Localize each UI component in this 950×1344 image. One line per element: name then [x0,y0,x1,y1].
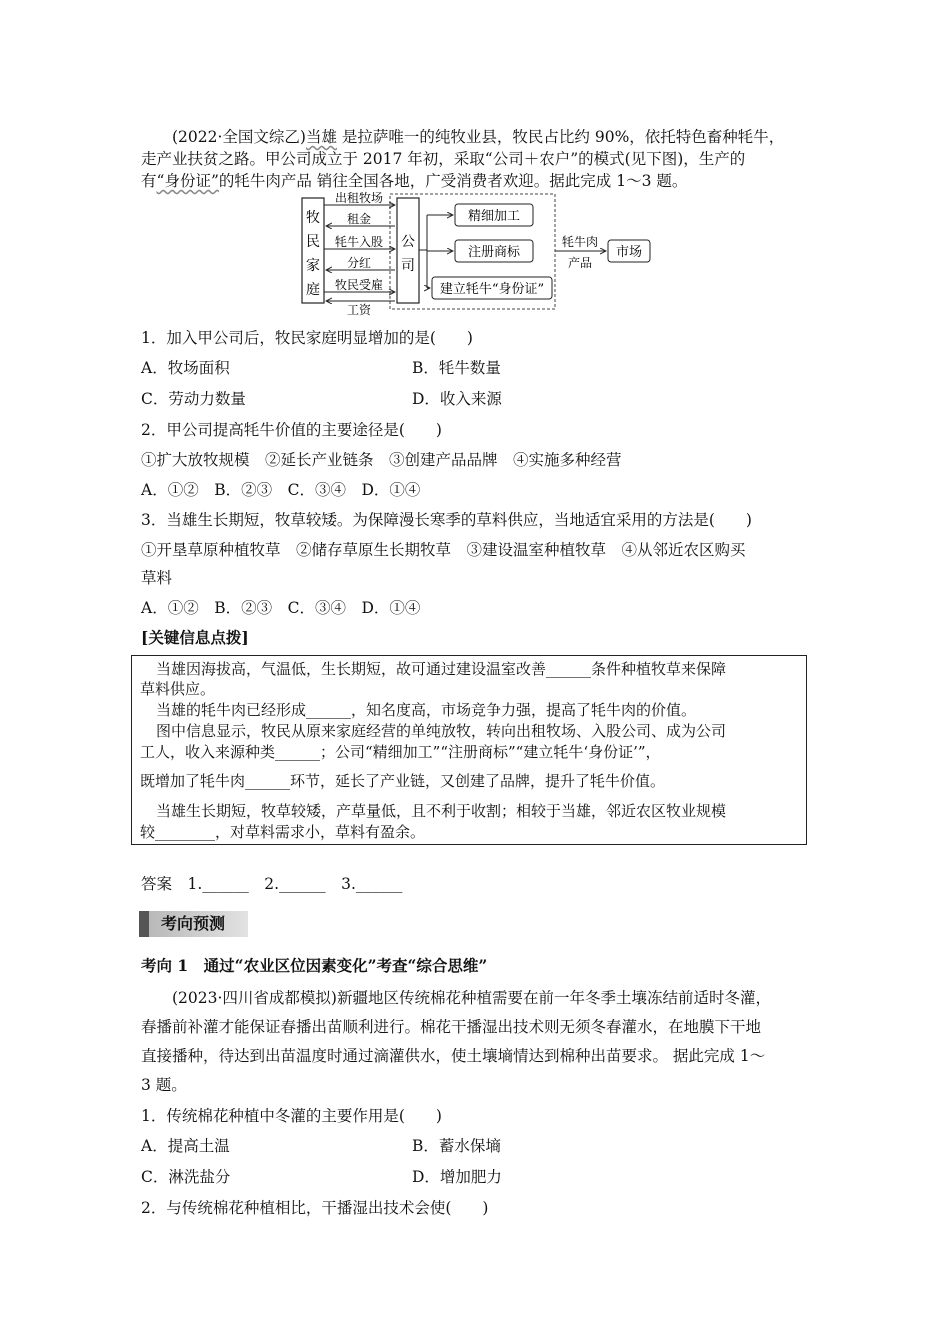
key-line-6: 既增加了牦牛肉______环节，延长了产业链，又创建了品牌，提升了牦牛价值。 [140,772,666,790]
q2-items: ①扩大放牧规模 ②延长产业链条 ③创建产品品牌 ④实施多种经营 [141,451,622,469]
intro-line-3: 有“身份证”的牦牛肉产品 销往全国各地，广受消费者欢迎。据此完成 1～3 题。 [141,172,688,190]
text-trademark: 注册商标 [467,245,521,260]
q4-option-a: A．提高土温 [141,1137,230,1155]
text-id: 建立牦牛“身份证” [439,282,545,297]
answer-line: 答案 1.______ 2.______ 3.______ [141,875,403,893]
place-name: 当雄 [305,128,337,146]
key-line-7: 当雄生长期短，牧草较矮，产草量低，且不利于收割；相较于当雄，邻近农区牧业规模 [156,802,727,820]
q4-option-d: D．增加肥力 [412,1168,502,1186]
q2-options: A．①② B．②③ C．③④ D．①④ [141,481,421,499]
herder-char: 民 [306,234,320,250]
company-farmer-diagram [295,190,660,316]
q1-option-c: C．劳动力数量 [141,390,246,408]
label-shares: 牦牛入股 [334,235,384,249]
p2-line-4: 3 题。 [141,1076,187,1094]
key-info-title: [关键信息点拨] [141,628,249,647]
label-dividend: 分红 [346,256,372,270]
intro-line-2: 走产业扶贫之路。甲公司成立于 2017 年初，采取“公司＋农户”的模式(见下图)，生产的 [141,150,746,168]
label-rent: 租金 [346,212,372,226]
q2-stem: 2．甲公司提高牦牛价值的主要途径是( ) [141,421,442,439]
company-char: 公 [401,234,415,250]
company-char: 司 [401,258,415,274]
label-product-top: 牦牛肉 [561,235,599,249]
key-line-8: 较________，对草料需求小，草料有盈余。 [140,823,426,841]
q3-stem: 3．当雄生长期短，牧草较矮。为保障漫长寒季的草料供应，当地适宜采用的方法是( ) [141,511,752,529]
intro-line-1: (2022·全国文综乙)当雄 是拉萨唯一的纯牧业县，牧民占比约 90%，依托特色畜种牦牛， [172,128,785,146]
p2-line-2: 春播前补灌才能保证春播出苗顺利进行。棉花干播湿出技术则无须冬春灌水，在地膜下干地 [141,1018,762,1036]
q1-option-a: A．牧场面积 [141,359,230,377]
q3-options: A．①② B．②③ C．③④ D．①④ [141,599,421,617]
key-line-1: 当雄因海拔高，气温低，生长期短，故可通过建设温室改善______条件种植牧草来保障 [156,660,727,678]
key-line-3: 当雄的牦牛肉已经形成______，知名度高，市场竞争力强，提高了牦牛肉的价值。 [156,701,697,719]
q1-stem: 1．加入甲公司后，牧民家庭明显增加的是( ) [141,329,473,347]
q1-option-b: B．牦牛数量 [412,359,501,377]
q4-option-c: C．淋洗盐分 [141,1168,231,1186]
p2-line-3: 直接播种，待达到出苗温度时通过滴灌供水，使土壤墒情达到棉种出苗要求。 据此完成 1～ [141,1047,766,1065]
direction-heading: 考向 1 通过“农业区位因素变化”考查“综合思维” [141,956,488,975]
key-line-4: 图中信息显示，牧民从原来家庭经营的单纯放牧，转向出租牧场、入股公司、成为公司 [156,722,727,740]
q3-items-1: ①开垦草原种植牧草 ②储存草原生长期牧草 ③建设温室种植牧草 ④从邻近农区购买 [141,541,746,559]
key-line-2: 草料供应。 [140,680,216,698]
key-info-box [131,655,807,845]
label-lease: 出租牧场 [334,191,384,205]
label-employ: 牧民受雇 [334,278,384,292]
herder-char: 家 [306,258,320,274]
herder-char: 牧 [306,210,320,226]
q5-stem: 2．与传统棉花种植相比，干播湿出技术会使( ) [141,1199,489,1217]
q4-stem: 1．传统棉花种植中冬灌的主要作用是( ) [141,1107,442,1125]
text-processing: 精细加工 [467,209,521,224]
label-wage: 工资 [346,303,372,316]
company-box [397,198,419,303]
source-tag: (2022·全国文综乙) [172,128,306,146]
section-title: 考向预测 [139,911,248,937]
key-line-5: 工人，收入来源种类______；公司“精细加工”“注册商标”“建立牦牛‘身份证’”， [140,743,661,761]
q4-option-b: B．蓄水保墒 [412,1137,501,1155]
q3-items-2: 草料 [141,569,173,587]
p2-line-1: (2023·四川省成都模拟)新疆地区传统棉花种植需要在前一年冬季土壤冻结前适时冬灌， [172,989,771,1007]
text-market: 市场 [615,245,643,260]
q1-option-d: D．收入来源 [412,390,502,408]
label-product-bottom: 产品 [567,256,593,270]
herder-char: 庭 [306,282,320,298]
